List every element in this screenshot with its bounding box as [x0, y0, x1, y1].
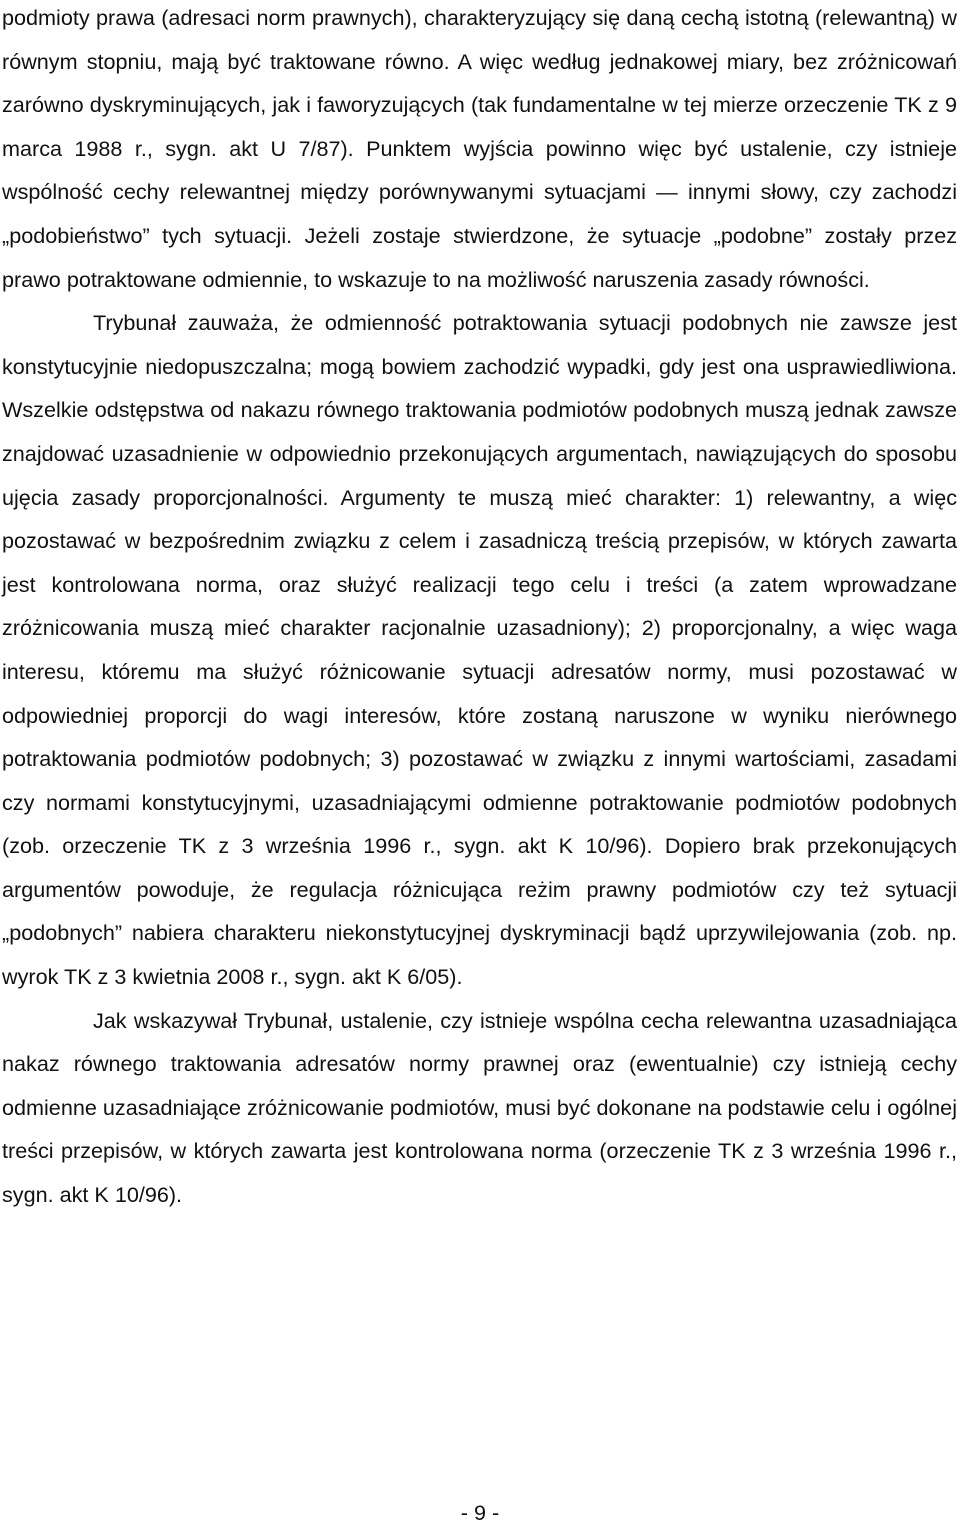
paragraph-tribunal-indication: Jak wskazywał Trybunał, ustalenie, czy istnieje wspólna cecha relewantna uzasadniająca nakaz równego traktowania adresatów normy prawnej oraz (ewentualnie) czy istnieją cechy odmienne uzasadniające zróżnicowanie podmiotów, musi być dokonane na podstawie celu i ogólnej treści przepisów, w których zawarta jest kontrolowana norma (orzeczenie TK z 3 września 1996 r., sygn. akt K 10/96).: [2, 1007, 957, 1208]
paragraph-continuation: podmioty prawa (adresaci norm prawnych), charakteryzujący się daną cechą istotną (relewantną) w równym stopniu, mają być traktowane równo. A więc według jednakowej miary, bez zróżnicowań zarówno dyskryminujących, jak i faworyzujących (tak fundamentalne w tej mierze orzeczenie TK z 9 marca 1988 r., sygn. akt U 7/87). Punktem wyjścia powinno więc być ustalenie, czy istnieje wspólność cechy relewantnej między porównywanymi sytuacjami — innymi słowy, czy zachodzi „podobieństwo” tych sytuacji. Jeżeli zostaje stwierdzone, że sytuacje „podobne” zostały przez prawo potraktowane odmiennie, to wskazuje to na możliwość naruszenia zasady równości.: [2, 5, 957, 292]
document-body: [2, 0, 957, 1217]
page-number: - 9 -: [460, 1500, 500, 1525]
paragraph-tribunal-observation: Trybunał zauważa, że odmienność potraktowania sytuacji podobnych nie zawsze jest konstytucyjnie niedopuszczalna; mogą bowiem zachodzić wypadki, gdy jest ona usprawiedliwiona. Wszelkie odstępstwa od nakazu równego traktowania podmiotów podobnych muszą jednak zawsze znajdować uzasadnienie w odpowiednio przekonujących argumentach, nawiązujących do sposobu ujęcia zasady proporcjonalności. Argumenty te muszą mieć charakter: 1) relewantny, a więc pozostawać w bezpośrednim związku z celem i zasadniczą treścią przepisów, w których zawarta jest kontrolowana norma, oraz służyć realizacji tego celu i treści (a zatem wprowadzane zróżnicowania muszą mieć charakter racjonalnie uzasadniony); 2) proporcjonalny, a więc waga interesu, któremu ma służyć różnicowanie sytuacji adresatów normy, musi pozostawać w odpowiedniej proporcji do wagi interesów, które zostaną naruszone w wyniku nierównego potraktowania podmiotów podobnych; 3) pozostawać w związku z innymi wartościami, zasadami czy normami konstytucyjnymi, uzasadniającymi odmienne potraktowanie podmiotów podobnych (zob. orzeczenie TK z 3 września 1996 r., sygn. akt K 10/96). Dopiero brak przekonujących argumentów powoduje, że regulacja różnicująca reżim prawny podmiotów czy też sytuacji „podobnych” nabiera charakteru niekonstytucyjnej dyskryminacji bądź uprzywilejowania (zob. np. wyrok TK z 3 kwietnia 2008 r., sygn. akt K 6/05).: [2, 310, 957, 990]
